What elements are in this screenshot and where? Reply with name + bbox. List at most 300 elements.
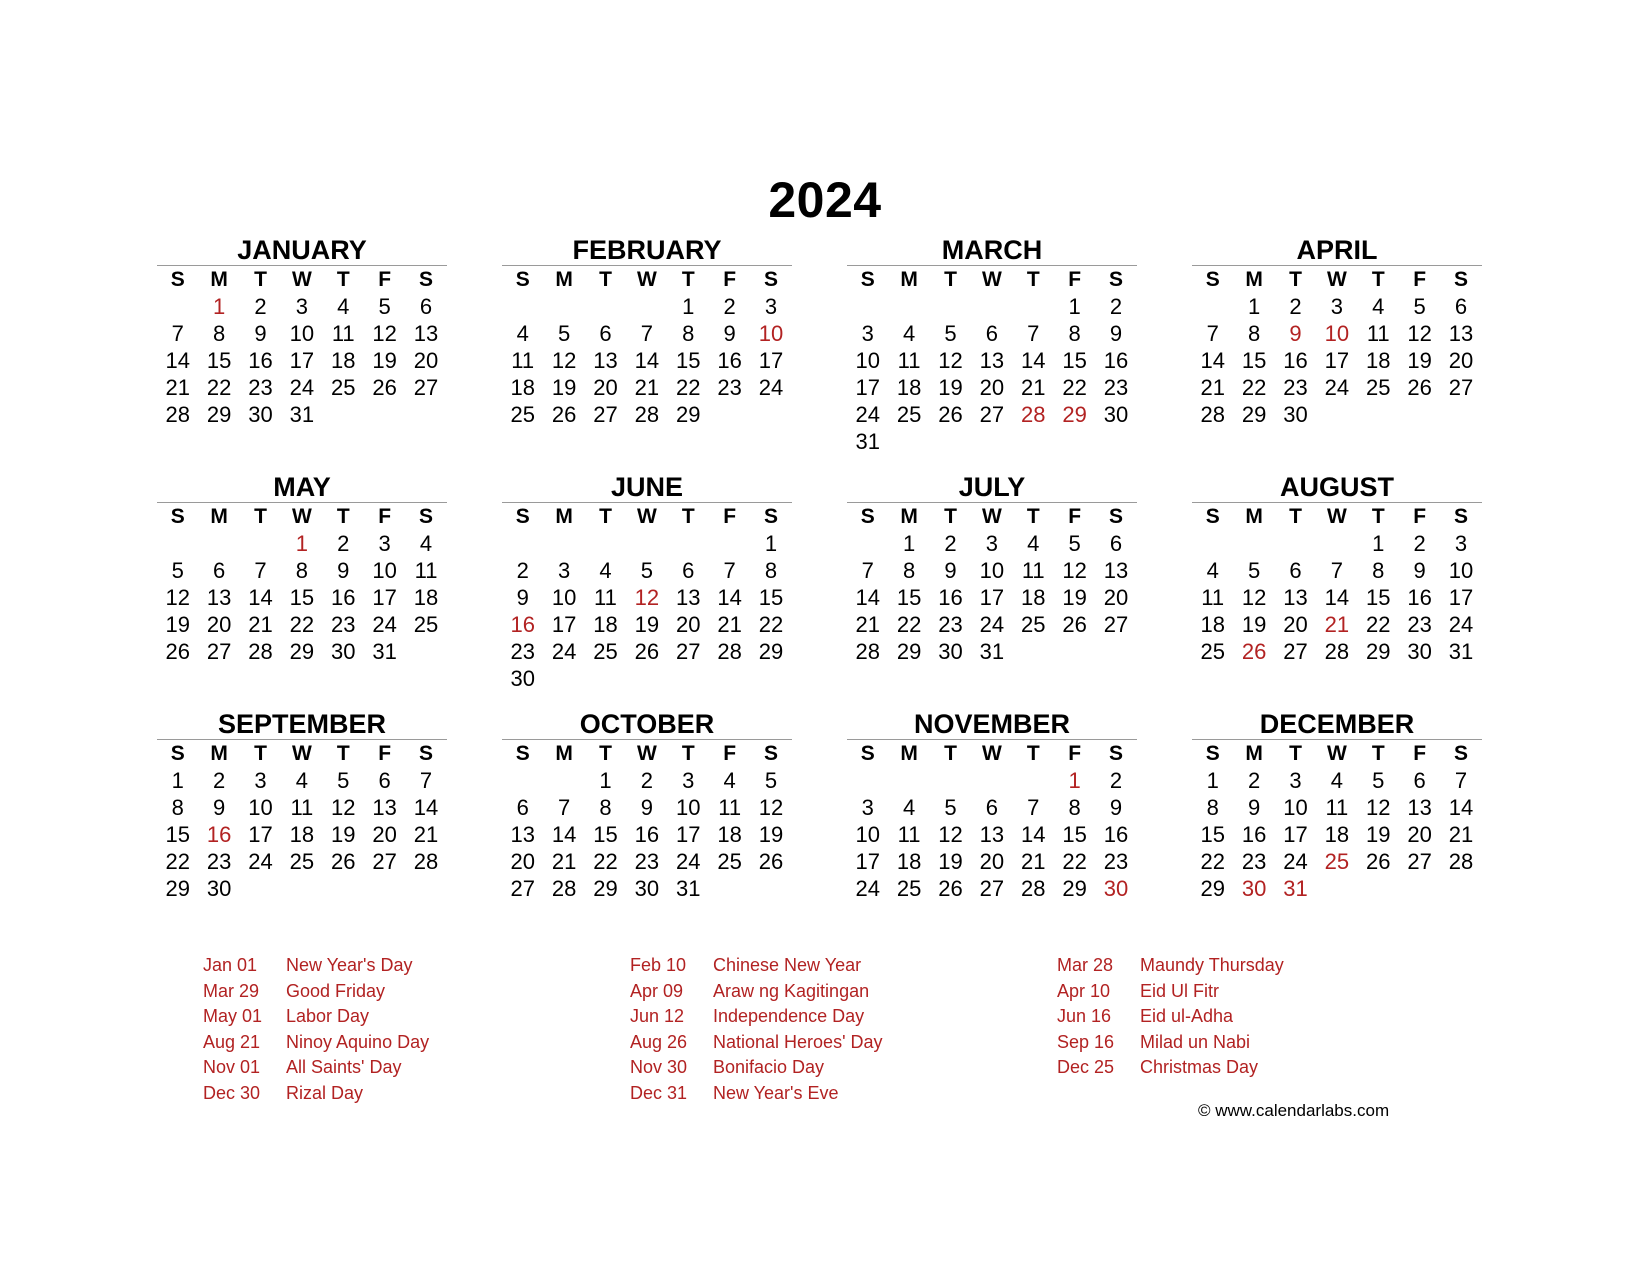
holiday-entry [1057, 1030, 1477, 1056]
day-cell: 9 [212, 795, 226, 820]
weekday-label: S [1205, 268, 1220, 291]
day-cell: 28 [1448, 849, 1474, 874]
day-cell: 18 [896, 849, 922, 874]
day-cell: 13 [1103, 558, 1129, 583]
empty-day-cell [971, 293, 1012, 320]
week-row [847, 584, 1137, 611]
weekday-label: T [1371, 505, 1385, 528]
day-cell: 11 [897, 822, 921, 847]
year-title: 2024 [768, 172, 882, 228]
weekday-label: T [944, 268, 957, 291]
week-row [847, 428, 1137, 455]
weekday-label: F [1068, 742, 1082, 765]
week-row [157, 794, 447, 821]
day-cell: 12 [1407, 321, 1432, 346]
day-cell: 18 [1200, 612, 1225, 637]
weekday-label: F [1068, 505, 1082, 528]
holiday-entry [1057, 979, 1477, 1005]
day-cell: 2 [1289, 294, 1302, 319]
day-cell: 17 [372, 585, 397, 610]
week-row [1192, 530, 1482, 557]
day-cell: 4 [516, 321, 529, 346]
day-cell: 3 [557, 558, 571, 583]
weekday-label: T [681, 505, 695, 528]
day-cell: 17 [855, 849, 880, 874]
day-cell: 28 [248, 639, 273, 664]
week-row [157, 293, 447, 320]
empty-day-cell [281, 875, 322, 902]
day-cell: 27 [206, 639, 232, 664]
day-cell: 2 [337, 531, 350, 556]
weekday-header [502, 266, 792, 293]
empty-day-cell [1316, 401, 1357, 428]
day-cell: 23 [510, 639, 535, 664]
day-cell: 20 [1103, 585, 1129, 610]
month-name: AUGUST [1280, 472, 1394, 502]
day-cell: 4 [295, 768, 308, 793]
week-row [1192, 320, 1482, 347]
holiday-entry [630, 1004, 1050, 1030]
holiday-day-cell: 26 [1241, 639, 1267, 664]
weekday-header [157, 266, 447, 293]
week-row [1192, 767, 1482, 794]
weekday-label: W [1326, 268, 1347, 291]
day-cell: 17 [758, 348, 784, 373]
day-cell: 20 [1448, 348, 1474, 373]
day-cell: 28 [855, 639, 880, 664]
empty-day-cell [502, 530, 543, 557]
day-cell: 10 [551, 585, 577, 610]
day-cell: 4 [902, 795, 916, 820]
empty-day-cell [1358, 401, 1399, 428]
empty-day-cell [585, 665, 626, 692]
day-cell: 1 [1247, 294, 1261, 319]
day-cell: 16 [634, 822, 660, 847]
day-cell: 24 [372, 612, 397, 637]
empty-day-cell [1316, 530, 1357, 557]
day-cell: 23 [1283, 375, 1308, 400]
day-cell: 1 [1372, 531, 1385, 556]
day-cell: 6 [682, 558, 695, 583]
empty-day-cell [1013, 293, 1054, 320]
empty-day-cell [1316, 875, 1357, 902]
holiday-name: Bonifacio Day [713, 1057, 825, 1077]
empty-day-cell [1233, 530, 1274, 557]
day-cell: 13 [979, 822, 1005, 847]
weekday-label: S [764, 505, 779, 528]
day-cell: 8 [1206, 795, 1219, 820]
weekday-label: S [419, 268, 434, 291]
weekday-header [1192, 740, 1482, 767]
week-row [502, 401, 792, 428]
day-cell: 18 [1366, 348, 1391, 373]
day-cell: 1 [1206, 768, 1219, 793]
holiday-date: Mar 28 [1057, 955, 1114, 975]
weekday-label: F [1068, 268, 1082, 291]
week-row [1192, 374, 1482, 401]
weekday-label: T [1026, 742, 1040, 765]
holiday-entry [1057, 953, 1477, 979]
day-cell: 13 [1283, 585, 1308, 610]
weekday-header [157, 503, 447, 530]
weekday-label: S [419, 742, 434, 765]
day-cell: 3 [1289, 768, 1302, 793]
day-cell: 26 [758, 849, 784, 874]
weekday-label: F [723, 268, 737, 291]
day-cell: 16 [1103, 348, 1129, 373]
weekday-label: T [1289, 742, 1302, 765]
week-row [847, 821, 1137, 848]
day-cell: 29 [758, 639, 784, 664]
empty-day-cell [502, 293, 543, 320]
week-row [157, 767, 447, 794]
day-cell: 14 [413, 795, 439, 820]
day-cell: 4 [599, 558, 612, 583]
week-row [157, 584, 447, 611]
day-cell: 10 [372, 558, 397, 583]
week-row [502, 767, 792, 794]
day-cell: 13 [510, 822, 535, 847]
day-cell: 22 [1062, 375, 1087, 400]
empty-day-cell [405, 875, 446, 902]
empty-day-cell [971, 428, 1012, 455]
day-cell: 25 [1366, 375, 1391, 400]
holiday-day-cell: 9 [1289, 321, 1302, 346]
weekday-header [157, 740, 447, 767]
empty-day-cell [1054, 638, 1095, 665]
month-october [502, 709, 792, 902]
day-cell: 24 [758, 375, 784, 400]
holiday-day-cell: 30 [1241, 876, 1267, 901]
weekday-label: S [515, 268, 530, 291]
day-cell: 30 [634, 876, 660, 901]
empty-day-cell [1095, 638, 1136, 665]
empty-day-cell [847, 767, 888, 794]
week-row [1192, 401, 1482, 428]
empty-day-cell [1013, 638, 1054, 665]
day-cell: 11 [718, 795, 742, 820]
day-cell: 13 [413, 321, 439, 346]
empty-day-cell [1095, 428, 1136, 455]
weekday-label: S [764, 268, 779, 291]
day-cell: 19 [1407, 348, 1432, 373]
day-cell: 26 [938, 876, 963, 901]
day-cell: 26 [165, 639, 190, 664]
copyright-text: © www.calendarlabs.com [1198, 1101, 1390, 1120]
day-cell: 6 [516, 795, 529, 820]
week-row [847, 557, 1137, 584]
holiday-date: Aug 21 [203, 1031, 261, 1052]
empty-day-cell [543, 293, 584, 320]
holiday-date: Jan 01 [203, 955, 258, 975]
weekday-label: M [555, 505, 573, 528]
day-cell: 27 [1448, 375, 1474, 400]
week-row [502, 320, 792, 347]
holiday-name: Labor Day [286, 1006, 370, 1026]
day-cell: 27 [413, 375, 439, 400]
day-cell: 6 [419, 294, 433, 319]
empty-day-cell [847, 530, 888, 557]
day-cell: 8 [1372, 558, 1385, 583]
empty-day-cell [668, 530, 709, 557]
day-cell: 3 [1330, 294, 1343, 319]
day-cell: 24 [551, 639, 577, 664]
day-cell: 4 [337, 294, 350, 319]
day-cell: 20 [676, 612, 701, 637]
day-cell: 15 [165, 822, 190, 847]
day-cell: 15 [206, 348, 232, 373]
week-row [847, 767, 1137, 794]
week-row [1192, 875, 1482, 902]
day-cell: 24 [1283, 849, 1308, 874]
day-cell: 7 [557, 795, 571, 820]
week-row [1192, 557, 1482, 584]
day-cell: 6 [1454, 294, 1468, 319]
day-cell: 25 [1021, 612, 1046, 637]
week-row [157, 638, 447, 665]
day-cell: 2 [212, 768, 226, 793]
day-cell: 20 [206, 612, 232, 637]
week-row [502, 557, 792, 584]
weekday-label: S [1205, 742, 1220, 765]
day-cell: 2 [723, 294, 736, 319]
weekday-label: T [599, 742, 612, 765]
empty-day-cell [585, 530, 626, 557]
month-march [847, 235, 1137, 455]
weekday-label: W [981, 742, 1002, 765]
day-cell: 11 [1325, 795, 1349, 820]
day-cell: 31 [372, 639, 397, 664]
empty-day-cell [198, 530, 239, 557]
day-cell: 15 [1241, 348, 1267, 373]
holiday-entry [203, 1055, 623, 1081]
day-cell: 22 [676, 375, 701, 400]
day-cell: 18 [896, 375, 922, 400]
day-cell: 5 [1247, 558, 1261, 583]
holiday-name: Christmas Day [1140, 1057, 1259, 1077]
day-cell: 9 [516, 585, 529, 610]
holiday-day-cell: 1 [1068, 768, 1081, 793]
day-cell: 5 [378, 294, 391, 319]
month-may [157, 472, 447, 665]
day-cell: 3 [764, 294, 778, 319]
weekday-label: S [515, 505, 530, 528]
holiday-day-cell: 31 [1283, 876, 1308, 901]
day-cell: 26 [1407, 375, 1432, 400]
day-cell: 17 [551, 612, 577, 637]
day-cell: 15 [676, 348, 701, 373]
month-name: MARCH [941, 235, 1043, 265]
holiday-name: Eid ul-Adha [1140, 1006, 1234, 1026]
day-cell: 1 [902, 531, 916, 556]
day-cell: 13 [979, 348, 1005, 373]
week-row [502, 794, 792, 821]
day-cell: 23 [717, 375, 742, 400]
day-cell: 27 [1103, 612, 1129, 637]
day-cell: 21 [551, 849, 577, 874]
weekday-label: T [336, 505, 350, 528]
day-cell: 15 [1366, 585, 1391, 610]
weekday-label: F [1413, 505, 1427, 528]
day-cell: 28 [717, 639, 742, 664]
day-cell: 1 [764, 531, 778, 556]
day-cell: 5 [944, 795, 957, 820]
empty-day-cell [930, 767, 971, 794]
day-cell: 31 [289, 402, 315, 427]
week-row [847, 848, 1137, 875]
weekday-label: S [1109, 268, 1124, 291]
day-cell: 10 [1448, 558, 1474, 583]
weekday-label: W [1326, 505, 1347, 528]
day-cell: 6 [1413, 768, 1426, 793]
week-row [157, 821, 447, 848]
day-cell: 23 [1407, 612, 1432, 637]
day-cell: 12 [1366, 795, 1391, 820]
empty-day-cell [364, 875, 405, 902]
month-name: JULY [958, 472, 1026, 502]
week-row [157, 611, 447, 638]
weekday-label: M [900, 268, 918, 291]
week-row [502, 665, 792, 692]
day-cell: 6 [212, 558, 226, 583]
weekday-label: T [336, 742, 350, 765]
day-cell: 19 [1062, 585, 1087, 610]
weekday-label: T [254, 505, 267, 528]
day-cell: 15 [896, 585, 922, 610]
day-cell: 29 [206, 402, 232, 427]
day-cell: 23 [938, 612, 963, 637]
empty-day-cell [626, 665, 667, 692]
day-cell: 20 [979, 375, 1005, 400]
day-cell: 10 [248, 795, 273, 820]
holiday-entry [1057, 1055, 1477, 1081]
day-cell: 9 [1109, 795, 1123, 820]
day-cell: 6 [985, 795, 998, 820]
day-cell: 2 [1109, 768, 1123, 793]
day-cell: 13 [1448, 321, 1474, 346]
day-cell: 21 [1021, 849, 1046, 874]
day-cell: 8 [902, 558, 916, 583]
month-september [157, 709, 447, 902]
day-cell: 14 [717, 585, 742, 610]
day-cell: 12 [758, 795, 784, 820]
holiday-date: Nov 30 [630, 1057, 688, 1077]
day-cell: 19 [938, 375, 963, 400]
holiday-day-cell: 12 [634, 585, 660, 610]
weekday-header [847, 266, 1137, 293]
day-cell: 7 [640, 321, 653, 346]
month-december [1192, 709, 1482, 902]
day-cell: 8 [764, 558, 778, 583]
holiday-day-cell: 30 [1103, 876, 1129, 901]
week-row [1192, 848, 1482, 875]
day-cell: 22 [165, 849, 190, 874]
weekday-label: T [1371, 268, 1385, 291]
day-cell: 19 [165, 612, 190, 637]
weekday-label: S [1109, 742, 1124, 765]
weekday-label: S [1205, 505, 1220, 528]
day-cell: 18 [331, 348, 356, 373]
week-row [157, 557, 447, 584]
day-cell: 8 [1068, 321, 1081, 346]
day-cell: 22 [593, 849, 618, 874]
day-cell: 8 [1068, 795, 1081, 820]
day-cell: 18 [1324, 822, 1350, 847]
week-row [847, 320, 1137, 347]
day-cell: 7 [861, 558, 874, 583]
day-cell: 22 [896, 612, 922, 637]
day-cell: 2 [640, 768, 653, 793]
day-cell: 21 [634, 375, 660, 400]
day-cell: 12 [331, 795, 356, 820]
day-cell: 2 [1109, 294, 1123, 319]
day-cell: 9 [1247, 795, 1261, 820]
day-cell: 19 [938, 849, 963, 874]
day-cell: 20 [510, 849, 535, 874]
weekday-label: T [599, 268, 612, 291]
day-cell: 9 [640, 795, 653, 820]
weekday-label: S [764, 742, 779, 765]
day-cell: 7 [419, 768, 433, 793]
weekday-label: S [515, 742, 530, 765]
day-cell: 3 [861, 321, 874, 346]
empty-day-cell [888, 767, 929, 794]
week-row [502, 611, 792, 638]
day-cell: 19 [1241, 612, 1267, 637]
week-row [847, 611, 1137, 638]
day-cell: 24 [855, 876, 880, 901]
weekday-label: T [1026, 268, 1040, 291]
day-cell: 25 [413, 612, 439, 637]
day-cell: 12 [938, 822, 963, 847]
day-cell: 11 [594, 585, 617, 610]
weekday-label: W [1326, 742, 1347, 765]
day-cell: 10 [676, 795, 701, 820]
day-cell: 19 [331, 822, 356, 847]
day-cell: 25 [510, 402, 535, 427]
week-row [1192, 584, 1482, 611]
day-cell: 27 [676, 639, 701, 664]
weekday-label: M [1245, 505, 1263, 528]
month-name: SEPTEMBER [217, 709, 387, 739]
day-cell: 25 [1200, 639, 1225, 664]
empty-day-cell [502, 767, 543, 794]
day-cell: 5 [171, 558, 184, 583]
weekday-label: T [1371, 742, 1385, 765]
day-cell: 16 [1283, 348, 1308, 373]
holiday-day-cell: 10 [758, 321, 784, 346]
week-row [157, 848, 447, 875]
month-january [157, 235, 447, 428]
empty-day-cell [323, 875, 364, 902]
week-row [1192, 611, 1482, 638]
day-cell: 20 [413, 348, 439, 373]
day-cell: 5 [1413, 294, 1426, 319]
day-cell: 3 [861, 795, 874, 820]
day-cell: 4 [902, 321, 916, 346]
day-cell: 27 [510, 876, 535, 901]
day-cell: 7 [171, 321, 184, 346]
week-row [157, 320, 447, 347]
weekday-label: S [170, 742, 185, 765]
day-cell: 20 [372, 822, 397, 847]
day-cell: 8 [171, 795, 184, 820]
day-cell: 15 [1062, 348, 1087, 373]
day-cell: 31 [855, 429, 880, 454]
day-cell: 2 [944, 531, 957, 556]
day-cell: 21 [248, 612, 273, 637]
day-cell: 9 [723, 321, 736, 346]
